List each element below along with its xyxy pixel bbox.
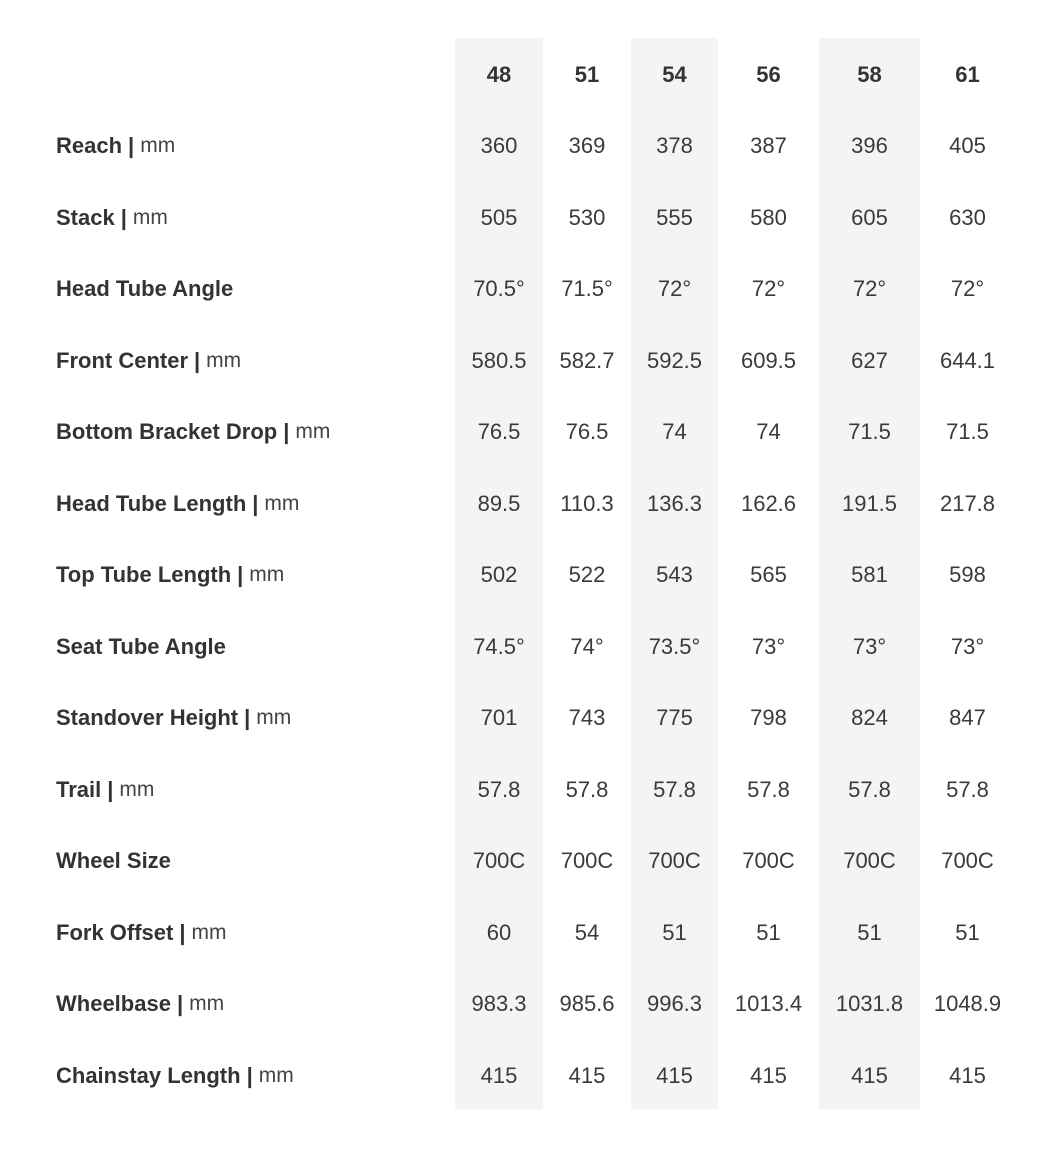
row-label-wheelbase	[56, 984, 224, 1024]
row-label-name: Head Tube Angle	[56, 276, 234, 301]
unit-separator: |	[244, 705, 251, 730]
table-cell: 824	[851, 705, 888, 730]
row-label-trail	[56, 770, 154, 810]
table-cell: 76.5	[477, 419, 521, 444]
table-cell: 71.5	[848, 419, 891, 444]
table-cell: 743	[568, 705, 606, 730]
unit-separator: |	[179, 919, 186, 945]
table-cell: 700C	[843, 848, 896, 873]
table-cell: 51	[857, 919, 882, 945]
table-cell: 996.3	[646, 991, 703, 1016]
table-cell: 700C	[560, 848, 614, 873]
row-unit: mm	[189, 992, 225, 1015]
row-label-name: Head Tube Length	[56, 490, 247, 516]
table-cell: 847	[949, 705, 986, 730]
row-unit: mm	[258, 1063, 294, 1087]
table-cell: 592.5	[646, 347, 703, 373]
row-unit: mm	[264, 491, 300, 515]
table-cell: 555	[656, 204, 693, 230]
row-label-fork-offset	[56, 913, 227, 953]
row-label-front-center	[56, 341, 241, 381]
table-cell: 73°	[950, 633, 985, 659]
row-label-name: Standover Height	[56, 705, 239, 730]
size-header-51: 51	[574, 62, 600, 87]
table-cell: 502	[480, 562, 518, 587]
table-cell: 582.7	[559, 347, 615, 373]
table-cell: 580	[750, 204, 787, 230]
table-cell: 700C	[742, 848, 795, 873]
unit-separator: |	[128, 133, 135, 158]
unit-separator: |	[283, 419, 290, 444]
table-cell: 1048.9	[933, 991, 1002, 1016]
row-label-seat-tube-angle	[56, 627, 226, 667]
unit-separator: |	[176, 991, 184, 1016]
table-cell: 72°	[852, 276, 887, 301]
table-cell: 57.8	[946, 776, 989, 802]
table-cell: 60	[486, 919, 512, 945]
table-cell: 71.5°	[561, 276, 613, 301]
size-header-58: 58	[857, 62, 882, 87]
table-cell: 72°	[950, 276, 985, 301]
table-cell: 57.8	[565, 776, 609, 802]
table-cell: 71.5	[946, 419, 989, 444]
table-cell: 51	[662, 919, 687, 945]
size-header-54: 54	[662, 62, 687, 87]
unit-separator: |	[246, 1062, 253, 1088]
row-label-standover-height	[56, 698, 291, 738]
row-label-name: Trail	[56, 776, 102, 802]
table-cell: 415	[480, 1062, 518, 1088]
unit-separator: |	[194, 347, 201, 373]
row-unit: mm	[132, 205, 168, 229]
table-cell: 54	[574, 919, 600, 945]
table-cell: 644.1	[939, 347, 996, 373]
row-label-chainstay-length	[56, 1056, 294, 1096]
table-cell: 70.5°	[473, 276, 525, 301]
row-unit: mm	[249, 563, 285, 586]
table-cell: 581	[851, 562, 888, 587]
table-cell: 565	[750, 562, 787, 587]
size-header-48: 48	[486, 62, 512, 87]
unit-separator: |	[237, 562, 244, 587]
table-cell: 415	[851, 1062, 888, 1088]
table-cell: 378	[656, 133, 693, 158]
table-cell: 598	[949, 562, 986, 587]
row-unit: mm	[295, 420, 331, 443]
table-cell: 57.8	[653, 776, 696, 802]
table-cell: 630	[949, 204, 986, 230]
row-label-head-tube-angle	[56, 269, 233, 309]
table-cell: 110.3	[560, 490, 614, 516]
table-cell: 415	[949, 1062, 986, 1088]
table-cell: 191.5	[841, 490, 898, 516]
row-label-name: Stack	[56, 204, 115, 230]
table-cell: 89.5	[477, 490, 521, 516]
row-label-wheel-size	[56, 841, 171, 881]
unit-separator: |	[120, 204, 127, 230]
row-label-name: Seat Tube Angle	[56, 633, 226, 659]
table-cell: 136.3	[646, 490, 703, 516]
table-cell: 775	[656, 705, 693, 730]
table-cell: 505	[480, 204, 518, 230]
table-cell: 51	[756, 919, 781, 945]
table-cell: 396	[851, 133, 888, 158]
table-cell: 162.6	[740, 490, 797, 516]
unit-separator: |	[107, 776, 114, 802]
row-label-reach	[56, 126, 175, 166]
row-label-name: Wheelbase	[56, 991, 171, 1016]
table-cell: 73°	[751, 633, 786, 659]
table-cell: 983.3	[471, 991, 527, 1016]
row-label-stack	[56, 198, 168, 238]
row-label-bottom-bracket-drop	[56, 412, 330, 452]
table-cell: 405	[949, 133, 986, 158]
table-cell: 1013.4	[734, 991, 803, 1016]
row-label-head-tube-length	[56, 484, 299, 524]
row-label-name: Front Center	[56, 347, 188, 373]
size-header-61: 61	[955, 62, 980, 87]
table-cell: 700C	[472, 848, 526, 873]
row-label-name: Chainstay Length	[56, 1062, 241, 1088]
row-label-name: Reach	[56, 133, 123, 158]
table-cell: 580.5	[471, 347, 527, 373]
row-unit: mm	[206, 348, 242, 372]
table-cell: 415	[568, 1062, 606, 1088]
row-label-top-tube-length	[56, 555, 284, 595]
table-cell: 57.8	[848, 776, 891, 802]
table-cell: 700C	[941, 848, 994, 873]
table-cell: 700C	[648, 848, 701, 873]
table-cell: 74.5°	[473, 633, 525, 659]
table-cell: 415	[750, 1062, 787, 1088]
table-cell: 387	[750, 133, 787, 158]
table-cell: 57.8	[477, 776, 521, 802]
row-unit: mm	[140, 134, 176, 157]
table-cell: 627	[851, 347, 888, 373]
table-cell: 57.8	[747, 776, 790, 802]
row-unit: mm	[119, 777, 155, 801]
table-cell: 798	[750, 705, 787, 730]
row-label-name: Wheel Size	[56, 848, 171, 873]
table-cell: 609.5	[740, 347, 797, 373]
table-cell: 1031.8	[835, 991, 904, 1016]
table-cell: 72°	[751, 276, 786, 301]
table-cell: 217.8	[939, 490, 996, 516]
unit-separator: |	[252, 490, 259, 516]
row-label-name: Top Tube Length	[56, 562, 232, 587]
table-cell: 360	[480, 133, 518, 158]
table-cell: 76.5	[565, 419, 609, 444]
table-cell: 73°	[852, 633, 887, 659]
table-cell: 74	[756, 419, 781, 444]
table-cell: 985.6	[559, 991, 615, 1016]
table-cell: 543	[656, 562, 693, 587]
row-label-name: Bottom Bracket Drop	[56, 419, 278, 444]
row-unit: mm	[256, 706, 292, 729]
row-unit: mm	[191, 920, 227, 944]
table-cell: 369	[568, 133, 606, 158]
table-cell: 701	[480, 705, 518, 730]
size-header-56: 56	[756, 62, 781, 87]
table-cell: 530	[568, 204, 606, 230]
table-cell: 73.5°	[648, 633, 701, 659]
row-label-name: Fork Offset	[56, 919, 174, 945]
table-cell: 522	[568, 562, 606, 587]
table-cell: 415	[656, 1062, 693, 1088]
table-cell: 74	[662, 419, 687, 444]
table-cell: 51	[955, 919, 980, 945]
table-cell: 605	[851, 204, 888, 230]
table-cell: 74°	[570, 633, 604, 659]
table-cell: 72°	[657, 276, 692, 301]
